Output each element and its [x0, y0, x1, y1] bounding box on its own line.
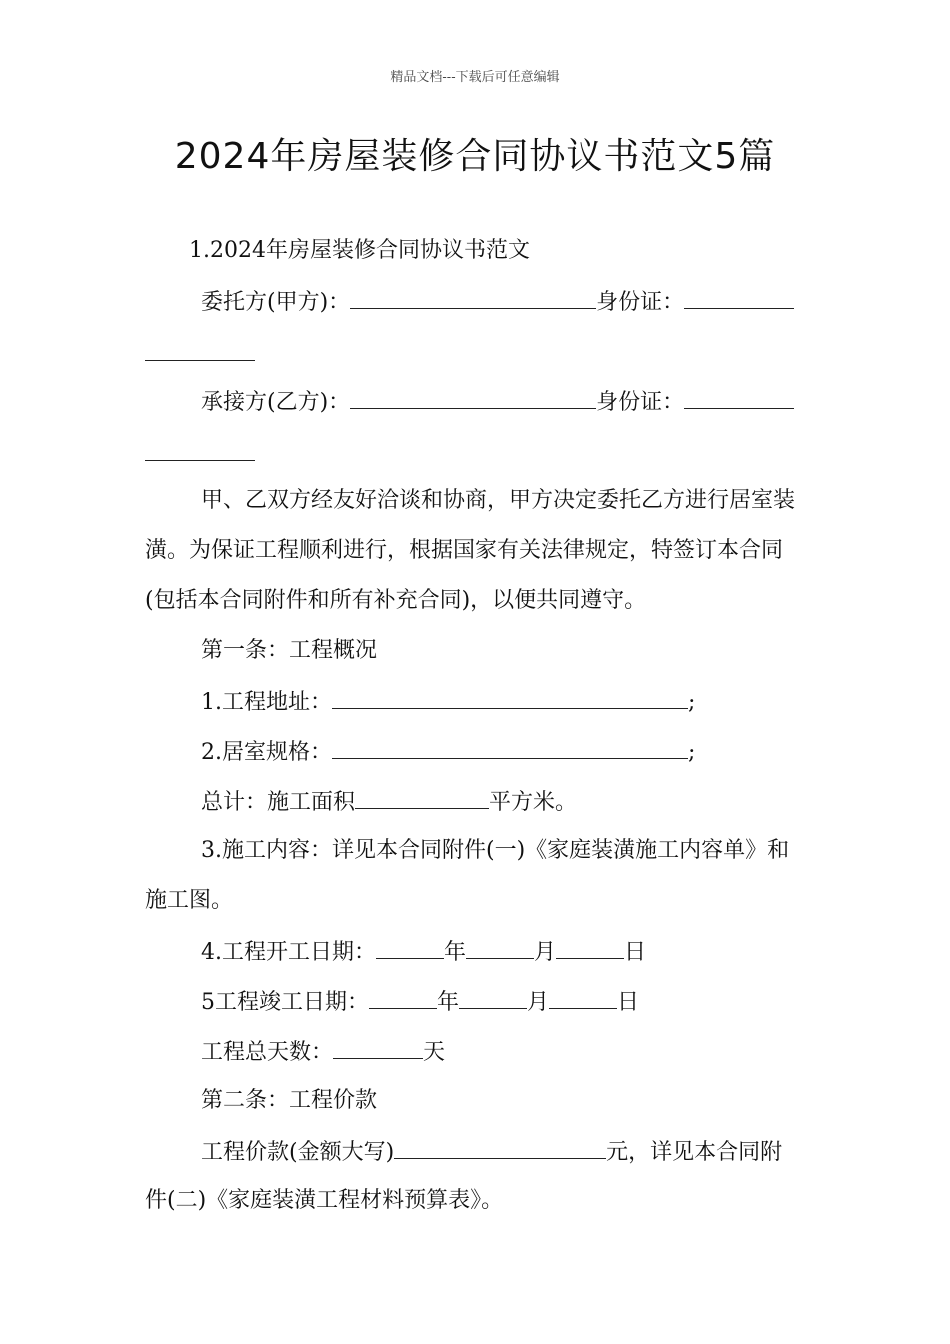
client-id-blank-continued	[145, 360, 255, 361]
end-day-blank	[549, 986, 617, 1009]
start-month-label: 月	[534, 940, 557, 965]
article-1-heading: 第一条：工程概况	[201, 638, 378, 663]
total-days-unit: 天	[423, 1040, 446, 1065]
total-days-label: 工程总天数：	[201, 1040, 334, 1065]
address-label: 1.工程地址：	[201, 690, 332, 715]
total-days-line	[145, 1036, 866, 1068]
address-line	[145, 686, 866, 718]
spec-label: 2.居室规格：	[201, 740, 332, 765]
start-year-label: 年	[444, 940, 467, 965]
client-label: 委托方(甲方)：	[201, 290, 351, 315]
client-id-label: 身份证：	[596, 290, 685, 315]
start-date-line	[145, 936, 866, 968]
contractor-id-blank	[684, 386, 794, 409]
spec-end: ;	[688, 740, 696, 765]
article-2-heading: 第二条：工程价款	[201, 1088, 378, 1113]
end-date-line	[145, 986, 866, 1018]
end-date-label: 5工程竣工日期：	[201, 990, 369, 1015]
area-blank	[355, 786, 489, 809]
content-line-1: 3.施工内容：详见本合同附件(一)《家庭装潢施工内容单》和	[201, 838, 790, 863]
start-year-blank	[376, 936, 444, 959]
spec-line	[145, 736, 866, 768]
address-end: ;	[688, 690, 696, 715]
client-id-blank	[684, 286, 794, 309]
end-month-blank	[459, 986, 527, 1009]
price-line-2: 件(二)《家庭装潢工程材料预算表》。	[145, 1188, 504, 1213]
address-blank	[332, 686, 688, 709]
intro-line-1: 甲、乙双方经友好洽谈和协商，甲方决定委托乙方进行居室装	[201, 488, 796, 513]
intro-line-3: (包括本合同附件和所有补充合同)，以便共同遵守。	[145, 588, 647, 613]
spec-blank	[332, 736, 688, 759]
price-blank	[394, 1136, 606, 1159]
contractor-id-blank-continued	[145, 460, 255, 461]
total-days-blank	[333, 1036, 423, 1059]
contractor-name-blank	[350, 386, 596, 409]
end-month-label: 月	[527, 990, 550, 1015]
contractor-id-label: 身份证：	[596, 390, 685, 415]
end-year-blank	[369, 986, 437, 1009]
contractor-line	[145, 386, 866, 418]
client-line	[145, 286, 866, 318]
contractor-label: 承接方(乙方)：	[201, 390, 351, 415]
end-year-label: 年	[437, 990, 460, 1015]
header-note: 精品文档---下载后可任意编辑	[390, 70, 560, 85]
price-label: 工程价款(金额大写)	[201, 1140, 395, 1165]
start-date-label: 4.工程开工日期：	[201, 940, 376, 965]
area-unit: 平方米。	[489, 790, 578, 815]
price-line	[145, 1136, 866, 1168]
start-day-blank	[556, 936, 624, 959]
section-title: 1.2024年房屋装修合同协议书范文	[189, 238, 530, 263]
content-line-2: 施工图。	[145, 888, 234, 913]
area-label: 总计：施工面积	[201, 790, 356, 815]
start-day-label: 日	[624, 940, 647, 965]
document-title: 2024年房屋装修合同协议书范文5篇	[174, 136, 776, 177]
client-name-blank	[350, 286, 596, 309]
intro-line-2: 潢。为保证工程顺利进行，根据国家有关法律规定，特签订本合同	[145, 538, 784, 563]
area-line	[145, 786, 866, 818]
start-month-blank	[466, 936, 534, 959]
price-after: 元，详见本合同附	[606, 1140, 783, 1165]
end-day-label: 日	[617, 990, 640, 1015]
